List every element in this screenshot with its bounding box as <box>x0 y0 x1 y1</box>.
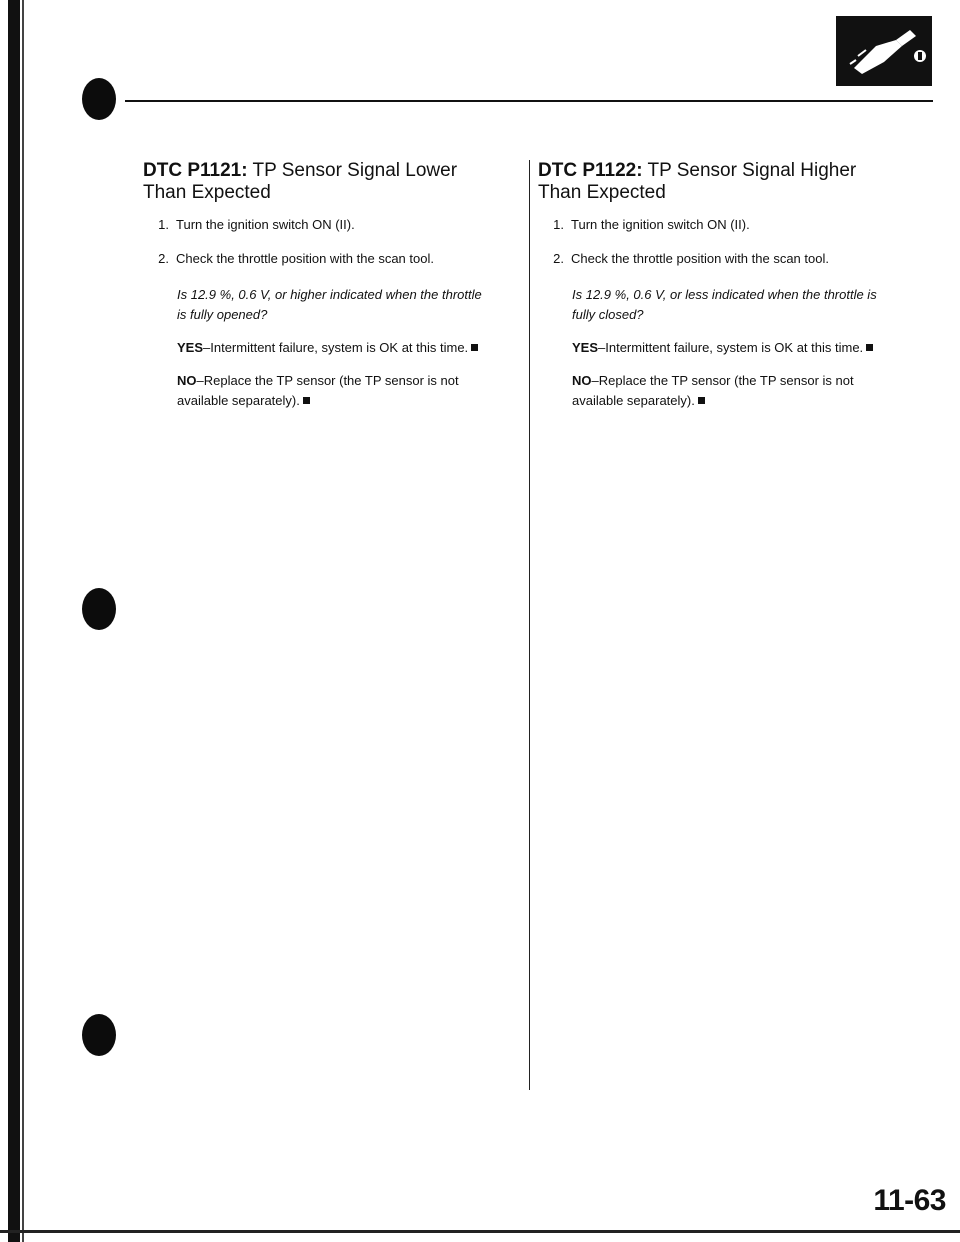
yes-text: Intermittent failure, system is OK at this time. <box>210 340 469 355</box>
yes-label: YES <box>572 340 599 355</box>
binder-hole <box>82 588 116 630</box>
no-label: NO <box>177 373 197 388</box>
end-mark-icon <box>866 344 873 351</box>
section-title <box>538 160 883 204</box>
dtc-p1122-section <box>538 160 883 424</box>
dtc-title: TP Sensor Signal Lower Than Expected <box>143 160 458 203</box>
yes-label: YES <box>177 340 204 355</box>
yes-result <box>538 338 883 358</box>
dtc-p1121-section <box>143 160 488 424</box>
check-question: Is 12.9 %, 0.6 V, or less indicated when the throttle is fully closed? <box>572 287 877 322</box>
step-number: 1. <box>553 217 564 232</box>
yes-text: Intermittent failure, system is OK at this time. <box>605 340 864 355</box>
dtc-title: TP Sensor Signal Higher Than Expected <box>538 160 857 203</box>
step-item <box>143 217 488 233</box>
step-text: Turn the ignition switch ON (II). <box>176 217 355 232</box>
end-mark-icon <box>698 397 705 404</box>
column-divider <box>529 160 530 1090</box>
dtc-code: DTC P1121: <box>143 160 248 181</box>
end-mark-icon <box>471 344 478 351</box>
check-question: Is 12.9 %, 0.6 V, or higher indicated when the throttle is fully opened? <box>177 287 482 322</box>
no-result <box>143 371 488 411</box>
no-result <box>538 371 883 411</box>
step-item <box>143 251 488 267</box>
dash: – <box>196 373 204 388</box>
step-number: 2. <box>158 251 169 266</box>
dtc-code: DTC P1122: <box>538 160 643 181</box>
step-text: Check the throttle position with the scan tool. <box>176 251 434 266</box>
dash: – <box>591 373 599 388</box>
yes-result <box>143 338 488 358</box>
step-item <box>538 217 883 233</box>
section-title <box>143 160 488 204</box>
end-mark-icon <box>303 397 310 404</box>
step-number: 1. <box>158 217 169 232</box>
footer-rule <box>0 1230 960 1233</box>
fuel-nozzle-icon <box>836 16 932 86</box>
binder-hole <box>82 78 116 120</box>
dash: – <box>598 340 606 355</box>
no-label: NO <box>572 373 592 388</box>
binder-hole <box>82 1014 116 1056</box>
no-text: Replace the TP sensor (the TP sensor is not available separately). <box>572 373 854 408</box>
page-number: 11-63 <box>873 1184 946 1217</box>
no-text: Replace the TP sensor (the TP sensor is not available separately). <box>177 373 459 408</box>
binder-edge-bar <box>8 0 20 1242</box>
step-number: 2. <box>553 251 564 266</box>
step-text: Check the throttle position with the scan tool. <box>571 251 829 266</box>
dash: – <box>203 340 211 355</box>
binder-edge-line <box>22 0 24 1242</box>
step-text: Turn the ignition switch ON (II). <box>571 217 750 232</box>
step-item <box>538 251 883 267</box>
header-rule <box>125 100 933 102</box>
